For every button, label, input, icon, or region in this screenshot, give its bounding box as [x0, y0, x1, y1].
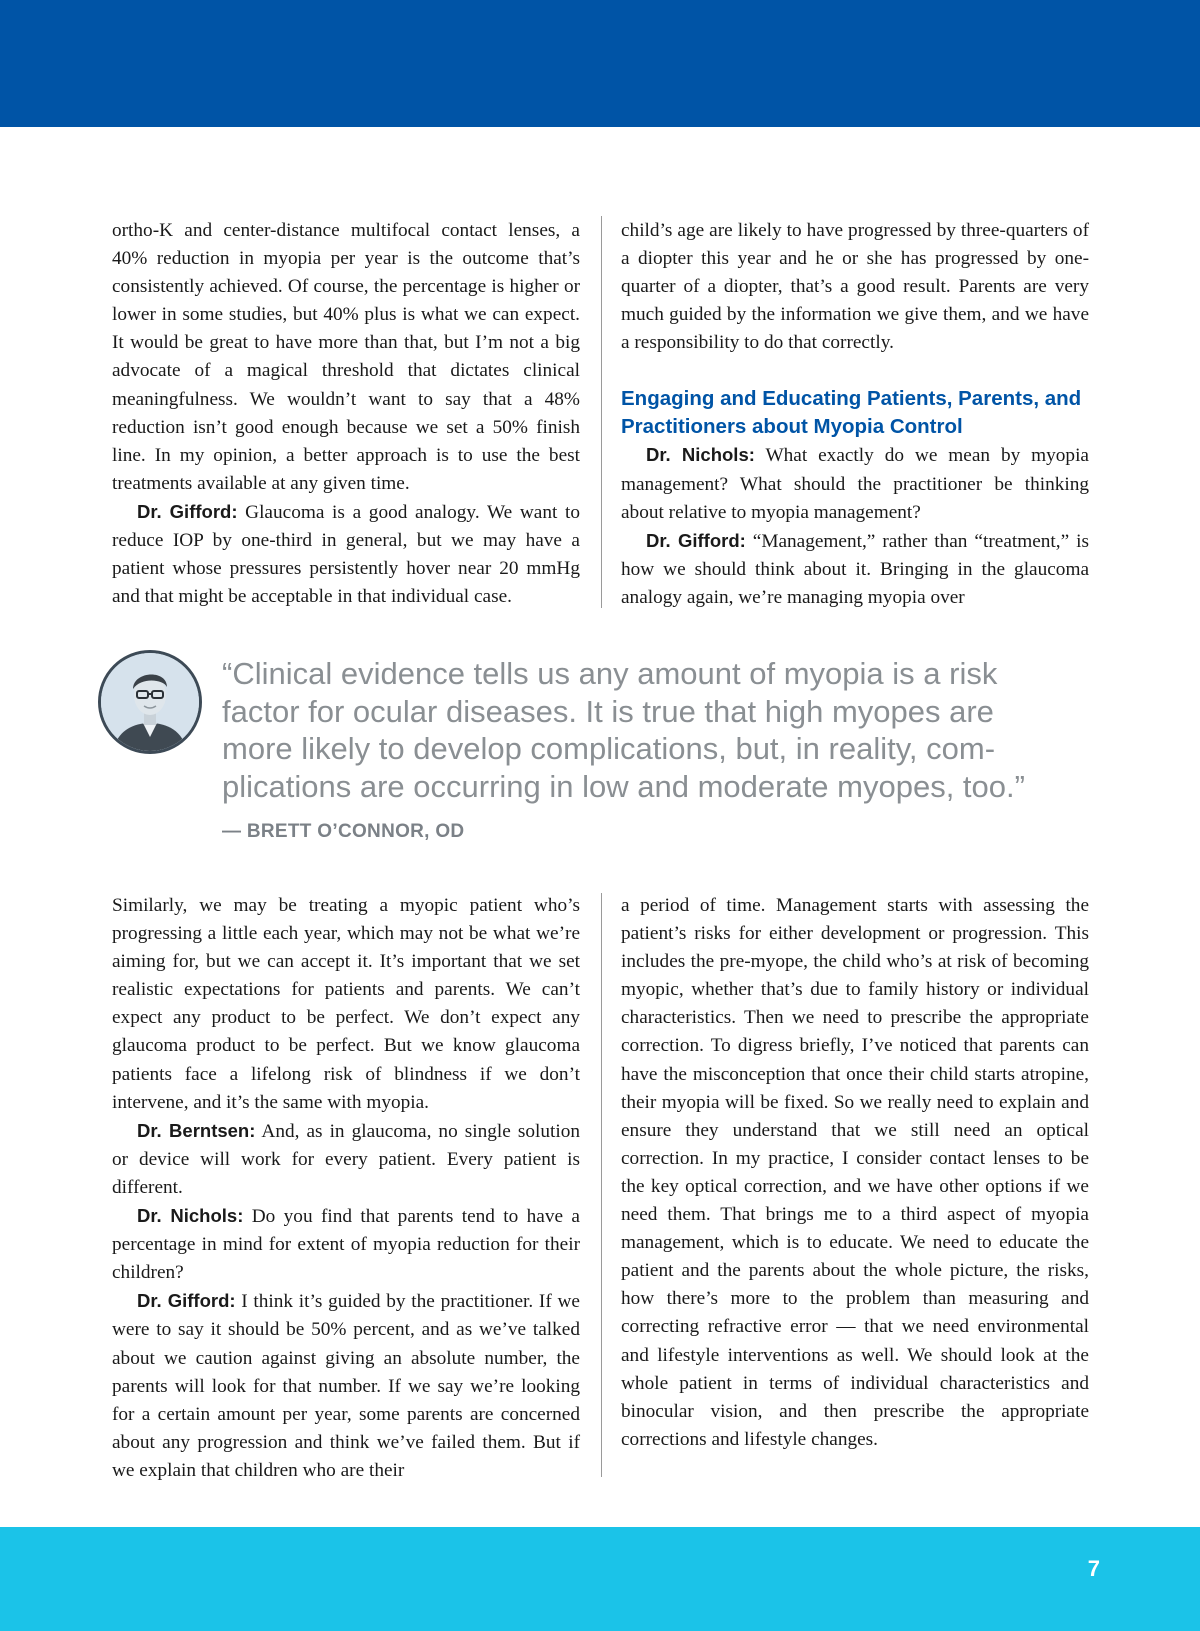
pull-quote-author: — BRETT O’CONNOR, OD: [222, 821, 465, 842]
speaker-name: Dr. Gifford:: [137, 500, 238, 522]
right-column-top: [621, 217, 1089, 612]
paragraph: child’s age are likely to have progressed by three-quarters of a diopter this year and he or she has progressed by one-quarter of a diopter, that’s a good result. Parents are very much guided by the information we give them, and we have a responsibility to do that correctly.: [621, 220, 1089, 354]
header-band: [0, 0, 1200, 127]
paragraph-text: What exactly do we mean by myopia management? What should the practitioner be thinking about relative to myopia management?: [621, 445, 1089, 523]
column-divider: [601, 893, 602, 1477]
paragraph-text: Do you find that parents tend to have a percentage in mind for extent of myopia reduction for their children?: [112, 1206, 580, 1284]
paragraph: ortho-K and center-distance multifocal contact lenses, a 40% reduction in myopia per year is the outcome that’s consistently achieved. Of course, the percentage is higher or lower in some studies, but 40% plus is what we can expect. It would be great to have more than that, but I’m not a big advocate of a magical threshold that dictates clinical meaningfulness. We wouldn’t want to say that a 48% reduction isn’t good enough because we set a 50% finish line. In my opinion, a better approach is to use the best treatments available at any given time.: [112, 220, 580, 494]
paragraph: a period of time. Management starts with assessing the patient’s risks for either development or progression. This includes the pre-myope, the child who’s at risk of becoming myopic, whether that’s due to family history or individual characteristics. Then we need to prescribe the appropriate correction. To digress briefly, I’ve noticed that parents can have the misconception that once their child starts atropine, their myopia will be fixed. So we really need to explain and ensure they understand that we still need an optical correction. In my practice, I consider contact lenses to be the key optical correction, and we have other options if we need them. That brings me to a third aspect of myopia management, which is to educate. We need to educate the patient and the parents about the whole picture, the risks, how there’s more to the problem than measuring and correcting refractive error — that we need environmental and lifestyle interventions as well. We should look at the whole patient in terms of individual characteristics and binocular vision, and then prescribe the appropriate corrections and lifestyle changes.: [621, 895, 1089, 1450]
author-avatar: [98, 650, 202, 754]
speaker-name: Dr. Nichols:: [137, 1205, 244, 1227]
paragraph: [621, 441, 1089, 526]
paragraph: [112, 1117, 580, 1202]
left-column-top: [112, 217, 580, 611]
paragraph: [112, 1287, 580, 1485]
speaker-name: Dr. Gifford:: [646, 529, 746, 551]
footer-band: [0, 1527, 1200, 1631]
section-heading: Engaging and Educating Patients, Parents, and Practitioners about Myopia Control: [621, 387, 1082, 439]
right-column-bottom: [621, 892, 1089, 1454]
left-column-bottom: [112, 892, 580, 1485]
pull-quote: “Clinical evidence tells us any amount of myopia is a risk factor for ocular diseases. It is true that high myopes are more likely to develop complications, but, in reality, com-plications are occurring in low and moderate myopes, too.”: [222, 656, 1025, 804]
paragraph-text: And, as in glaucoma, no single solution or device will work for every patient. Every patient is different.: [112, 1120, 581, 1198]
person-portrait-icon: [101, 653, 199, 751]
paragraph-text: Glaucoma is a good analogy. We want to reduce IOP by one-third in general, but we may have a patient whose pressures persistently hover near 20 mmHg and that might be acceptable in that individual case.: [112, 501, 580, 608]
paragraph: [112, 498, 580, 611]
speaker-name: Dr. Gifford:: [137, 1290, 236, 1312]
speaker-name: Dr. Nichols:: [646, 444, 755, 466]
column-divider: [601, 216, 602, 608]
paragraph: Similarly, we may be treating a myopic patient who’s progressing a little each year, which may not be what we’re aiming for, but we can accept it. It’s important that we set realistic expectations for patients and parents. We can’t expect any product to be perfect. We don’t expect any glaucoma product to be perfect. But we know glaucoma patients face a lifelong risk of blindness if we don’t intervene, and it’s the same with myopia.: [112, 895, 580, 1113]
paragraph: [112, 1202, 580, 1287]
page-number: 7: [1087, 1556, 1100, 1581]
paragraph-text: I think it’s guided by the practitioner. If we were to say it should be 50% percent, and as we’ve talked about we caution against giving an absolute number, the parents will look for that number. If we say we’re looking for a certain amount per year, some parents are concerned about any progression and think we’ve failed them. But if we explain that children who are their: [112, 1291, 580, 1481]
paragraph: [621, 527, 1089, 612]
paragraph-text: “Management,” rather than “treatment,” is how we should think about it. Bringing in the glaucoma analogy again, we’re managing myopia over: [621, 530, 1089, 608]
speaker-name: Dr. Berntsen:: [137, 1119, 256, 1141]
